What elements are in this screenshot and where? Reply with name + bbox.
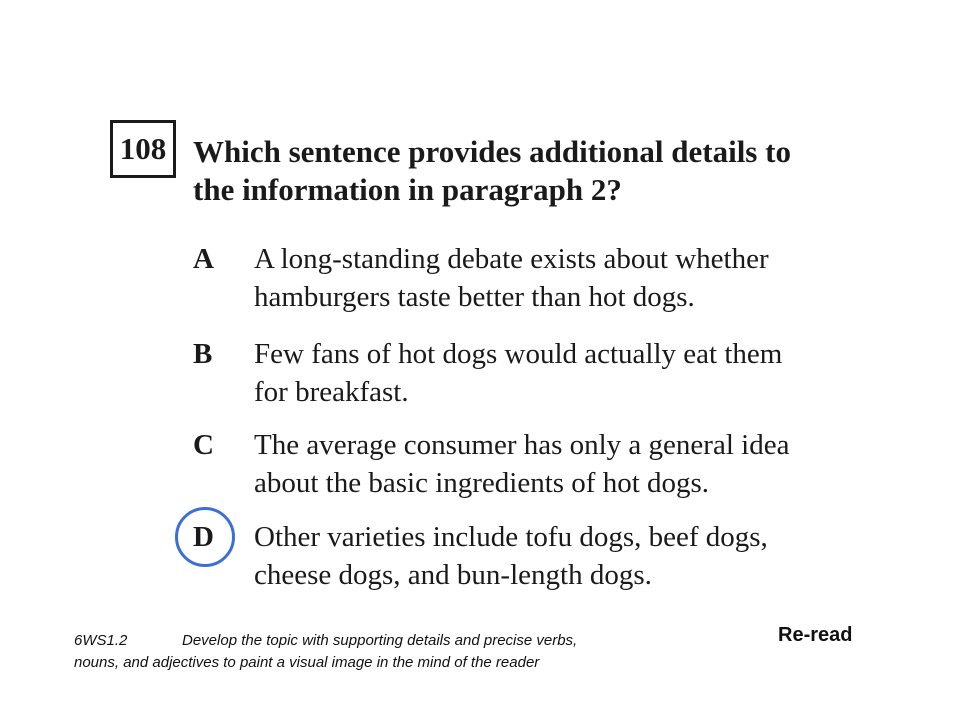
choice-text-d	[254, 518, 864, 594]
standard-description-line-2: nouns, and adjectives to paint a visual image in the mind of the reader	[74, 654, 540, 671]
question-prompt-line-1: Which sentence provides additional details to	[193, 134, 791, 169]
choice-b-line-1: Few fans of hot dogs would actually eat them	[254, 338, 783, 370]
standard-description-line-1: Develop the topic with supporting details and precise verbs,	[182, 632, 578, 649]
choice-letter-b: B	[193, 338, 213, 370]
choice-letter-a: A	[193, 243, 214, 275]
choice-letter-d: D	[193, 521, 214, 553]
choice-text-a	[254, 240, 864, 316]
choice-text-b	[254, 335, 864, 411]
choice-text-c	[254, 426, 864, 502]
choice-a-line-1: A long-standing debate exists about whether	[254, 243, 769, 275]
choice-d-line-1: Other varieties include tofu dogs, beef dogs,	[254, 521, 768, 553]
choice-b-line-2: for breakfast.	[254, 376, 409, 408]
question-number-box: 108	[110, 120, 176, 178]
choice-c-line-2: about the basic ingredients of hot dogs.	[254, 467, 710, 499]
choice-d-line-2: cheese dogs, and bun-length dogs.	[254, 559, 652, 591]
choice-a-line-2: hamburgers taste better than hot dogs.	[254, 281, 695, 313]
choice-c-line-1: The average consumer has only a general idea	[254, 429, 790, 461]
choice-letter-c: C	[193, 429, 214, 461]
standard-code: 6WS1.2	[74, 632, 128, 649]
standard-note	[74, 630, 714, 674]
standard-note-line-1	[74, 630, 714, 652]
reread-label: Re-read	[778, 624, 853, 646]
question-prompt	[193, 133, 873, 209]
question-prompt-line-2: the information in paragraph 2?	[193, 172, 622, 207]
